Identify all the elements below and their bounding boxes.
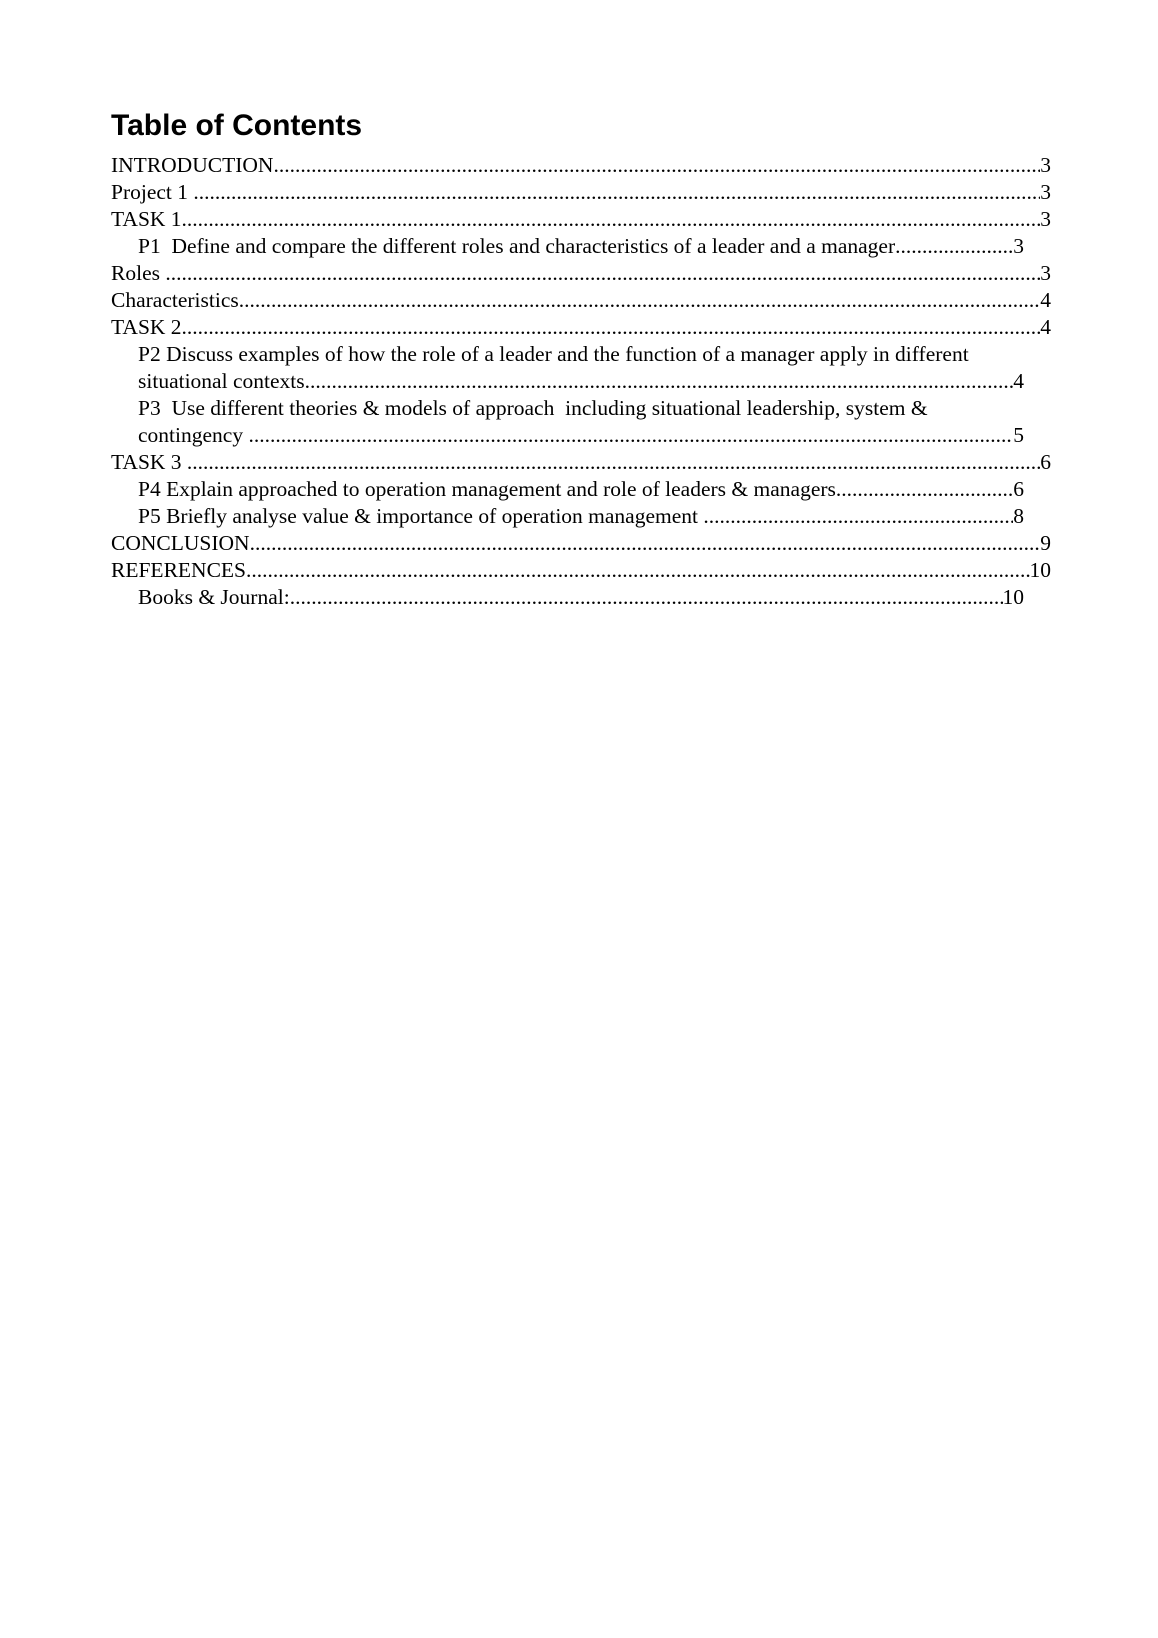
toc-entry-label: REFERENCES bbox=[111, 558, 246, 582]
toc-entry-page: 6 bbox=[1013, 477, 1024, 501]
toc-entry-label: TASK 1 bbox=[111, 207, 182, 231]
toc-entry-characteristics[interactable] bbox=[111, 287, 1051, 314]
toc-entry-page: 10 bbox=[1002, 585, 1024, 609]
toc-entry-label-line1: P3 Use different theories & models of approach including situational leadership, system & bbox=[138, 396, 928, 420]
toc-entry-p4[interactable] bbox=[111, 476, 1024, 503]
toc-entry-label: INTRODUCTION bbox=[111, 153, 274, 177]
toc-entry-page: 3 bbox=[1040, 261, 1051, 285]
toc-entry-label: P5 Briefly analyse value & importance of operation management bbox=[138, 504, 704, 528]
dot-leader bbox=[246, 557, 1030, 584]
toc-entry-task-3[interactable] bbox=[111, 449, 1051, 476]
toc-entry-task-2[interactable] bbox=[111, 314, 1051, 341]
toc-entry-p5[interactable] bbox=[111, 503, 1024, 530]
toc-entry-label: CONCLUSION bbox=[111, 531, 250, 555]
toc-entry-page: 3 bbox=[1040, 153, 1051, 177]
dot-leader bbox=[836, 476, 1013, 503]
dot-leader bbox=[290, 584, 1003, 611]
toc-entry-page: 8 bbox=[1013, 504, 1024, 528]
toc-entry-books-journal[interactable] bbox=[111, 584, 1024, 611]
toc-entry-introduction[interactable] bbox=[111, 152, 1051, 179]
toc-entry-page: 4 bbox=[1040, 315, 1051, 339]
toc-entry-label: P1 Define and compare the different roles and characteristics of a leader and a manager bbox=[138, 234, 896, 258]
dot-leader bbox=[182, 206, 1041, 233]
toc-entry-p2[interactable] bbox=[111, 341, 1043, 395]
toc-entry-label: TASK 3 bbox=[111, 450, 187, 474]
toc-entry-page: 4 bbox=[1040, 288, 1051, 312]
dot-leader bbox=[250, 530, 1041, 557]
dot-leader bbox=[187, 449, 1040, 476]
toc-entry-page: 9 bbox=[1040, 531, 1051, 555]
toc-entry-label: Project 1 bbox=[111, 180, 194, 204]
dot-leader bbox=[703, 503, 1013, 530]
toc-entry-conclusion[interactable] bbox=[111, 530, 1051, 557]
toc-entry-label: P4 Explain approached to operation management and role of leaders & managers bbox=[138, 477, 836, 501]
toc-entry-page: 4 bbox=[1013, 369, 1024, 393]
toc-entry-label-line2: contingency bbox=[138, 423, 249, 447]
toc-entry-page: 3 bbox=[1013, 234, 1024, 258]
toc-entry-p3[interactable] bbox=[111, 395, 1043, 449]
toc-entry-page: 3 bbox=[1040, 180, 1051, 204]
toc-entry-project-1[interactable] bbox=[111, 179, 1051, 206]
toc-entry-label: Books & Journal: bbox=[138, 585, 290, 609]
toc-entry-label: Characteristics bbox=[111, 288, 239, 312]
toc-entry-task-1[interactable] bbox=[111, 206, 1051, 233]
toc-entry-references[interactable] bbox=[111, 557, 1051, 584]
toc-entry-label-line2: situational contexts bbox=[138, 369, 305, 393]
dot-leader bbox=[273, 152, 1040, 179]
toc-entry-page: 10 bbox=[1029, 558, 1051, 582]
dot-leader bbox=[239, 287, 1040, 314]
dot-leader bbox=[895, 233, 1013, 260]
document-page bbox=[111, 106, 1051, 611]
toc-entry-page: 3 bbox=[1040, 207, 1051, 231]
toc-entry-page: 6 bbox=[1040, 450, 1051, 474]
toc-entry-p1[interactable] bbox=[111, 233, 1024, 260]
toc-entry-label-line1: P2 Discuss examples of how the role of a leader and the function of a manager apply in different bbox=[138, 342, 969, 366]
dot-leader bbox=[248, 422, 1013, 449]
dot-leader bbox=[182, 314, 1041, 341]
toc-entry-label: TASK 2 bbox=[111, 315, 182, 339]
dot-leader bbox=[193, 179, 1040, 206]
toc-entry-page: 5 bbox=[1013, 423, 1024, 447]
toc-list bbox=[111, 152, 1051, 611]
toc-title: Table of Contents bbox=[111, 109, 363, 142]
dot-leader bbox=[165, 260, 1040, 287]
toc-entry-label: Roles bbox=[111, 261, 166, 285]
toc-entry-roles[interactable] bbox=[111, 260, 1051, 287]
dot-leader bbox=[305, 368, 1014, 395]
